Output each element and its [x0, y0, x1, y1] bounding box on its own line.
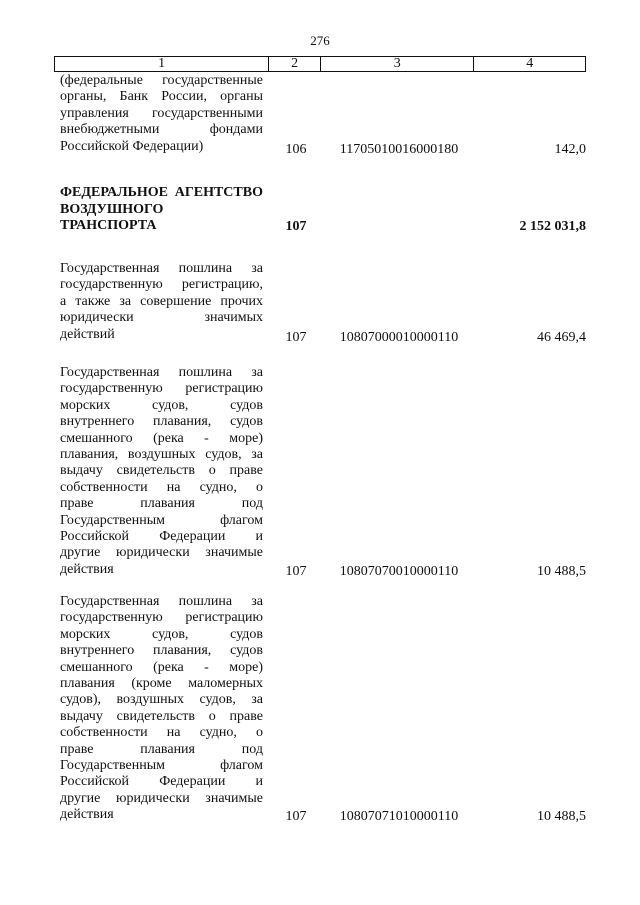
- row-sum: 10 488,5: [537, 809, 586, 824]
- row-admin-code: 107: [285, 219, 307, 234]
- row-sum: 2 152 031,8: [519, 219, 586, 234]
- header-col-2: 2: [269, 57, 321, 71]
- row-admin-code: 107: [285, 564, 307, 579]
- row-classification-code: 10807070010000110: [339, 564, 459, 579]
- row-admin-code: 106: [285, 142, 307, 157]
- header-col-1: 1: [55, 57, 269, 71]
- row-admin-code: 107: [285, 330, 307, 345]
- row-name: Государственная пошлина за государственную регистрацию морских судов, судов внутреннего плавания, судов смешанного (река - море) плавания, воздушных судов, за выдачу свидетельств о праве собственности на судно, о праве плавания под Государственным флагом Российской Федерации и другие юридически значимые действия: [60, 365, 263, 577]
- row-sum: 46 469,4: [537, 330, 586, 345]
- header-col-3: 3: [321, 57, 474, 71]
- row-name: Государственная пошлина за государственную регистрацию морских судов, судов внутреннего плавания, судов смешанного (река - море) плавания (кроме маломерных судов), воздушных судов, за выдачу свидетельств о праве собственности на судно, о праве плавания под Государственным флагом Российской Федерации и другие юридически значимые действия: [60, 594, 263, 823]
- row-name: ФЕДЕРАЛЬНОЕ АГЕНТСТВО ВОЗДУШНОГО ТРАНСПОРТА: [60, 185, 263, 234]
- table-header: [54, 56, 586, 72]
- header-col-4: 4: [526, 56, 534, 71]
- row-admin-code: 107: [285, 809, 307, 824]
- row-classification-code: 10807071010000110: [339, 809, 459, 824]
- page-number: 276: [310, 33, 330, 48]
- row-classification-code: 11705010016000180: [339, 142, 459, 157]
- row-name: (федеральные государственные органы, Банк России, органы управления государственными внебюджетными фондами Российской Федерации): [60, 73, 263, 154]
- row-name: Государственная пошлина за государственную регистрацию, а также за совершение прочих юридически значимых действий: [60, 261, 263, 342]
- row-sum: 10 488,5: [537, 564, 586, 579]
- row-classification-code: 10807000010000110: [339, 330, 459, 345]
- row-sum: 142,0: [554, 142, 586, 157]
